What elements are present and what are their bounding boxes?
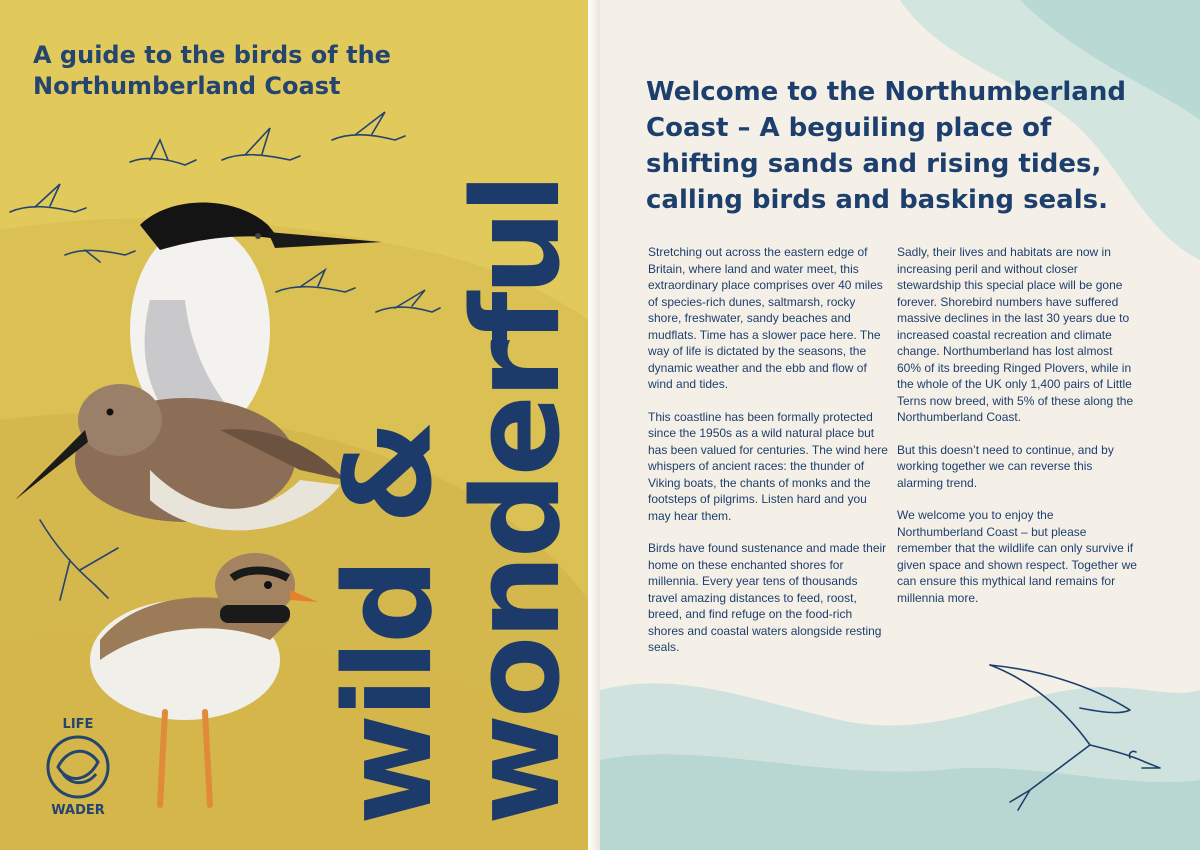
paragraph: Birds have found sustenance and made their home on these enchanted shores for millennia. Every year tens of thousands travel amazing distances to feed, roost, breed, and find refuge on the food-rich shores and coastal waters alongside resting seals. [648, 541, 887, 654]
dunlin-bird [15, 384, 345, 530]
page-spine [588, 0, 600, 850]
cover-title: A guide to the birds of the Northumberland Coast [33, 41, 391, 100]
life-wader-logo [28, 712, 128, 822]
headline-wonderful: wonderful [448, 177, 587, 825]
cover-page [0, 0, 588, 850]
paragraph: This coastline has been formally protected since the 1950s as a wild natural place but has been valued for centuries. The wind here whispers of ancient races: the thunder of Viking boats, the chants of monks and the footsteps of pilgrims. Listen hard and you may hear them. [648, 409, 888, 523]
paragraph: But this doesn’t need to continue, and by working together we can reverse this alarming trend. [897, 442, 1114, 490]
paragraph: We welcome you to enjoy the Northumberland Coast – but please remember that the wildlife can only survive if given space and shown respect. Together we can ensure this mythical land remains for millennia more. [897, 508, 1137, 605]
welcome-heading: Welcome to the Northumberland Coast – A beguiling place of shifting sands and rising tides, calling birds and basking seals. [646, 77, 1126, 215]
text-column-right [897, 244, 1137, 622]
headline-wild: wild & [320, 423, 459, 825]
paragraph: Sadly, their lives and habitats are now in increasing peril and without closer stewardship this special place will be gone forever. Shorebird numbers have suffered massive declines in the last 30 years due to increased coastal recreation and climate change. Northumberland has lost almost 60% of its breeding Ringed Plovers, while in the whole of the UK only 1,400 pairs of Little Terns now breed, with 5% of these along the Northumberland Coast. [897, 245, 1134, 424]
logo-top-text: LIFE [62, 717, 94, 732]
logo-bottom-text: WADER [51, 803, 105, 818]
inside-page [600, 0, 1200, 850]
text-column-left [648, 244, 888, 672]
paragraph: Stretching out across the eastern edge of Britain, where land and water meet, this extraordinary place comprises over 40 miles of species-rich dunes, saltmarsh, rocky shore, freshwater, sandy beaches and mudflats. Time has a slower pace here. The way of life is dictated by the seasons, the dynamic weather and the ebb and flow of wind and tides. [648, 245, 883, 391]
tern-line-drawing [970, 650, 1170, 820]
headline [320, 30, 587, 830]
